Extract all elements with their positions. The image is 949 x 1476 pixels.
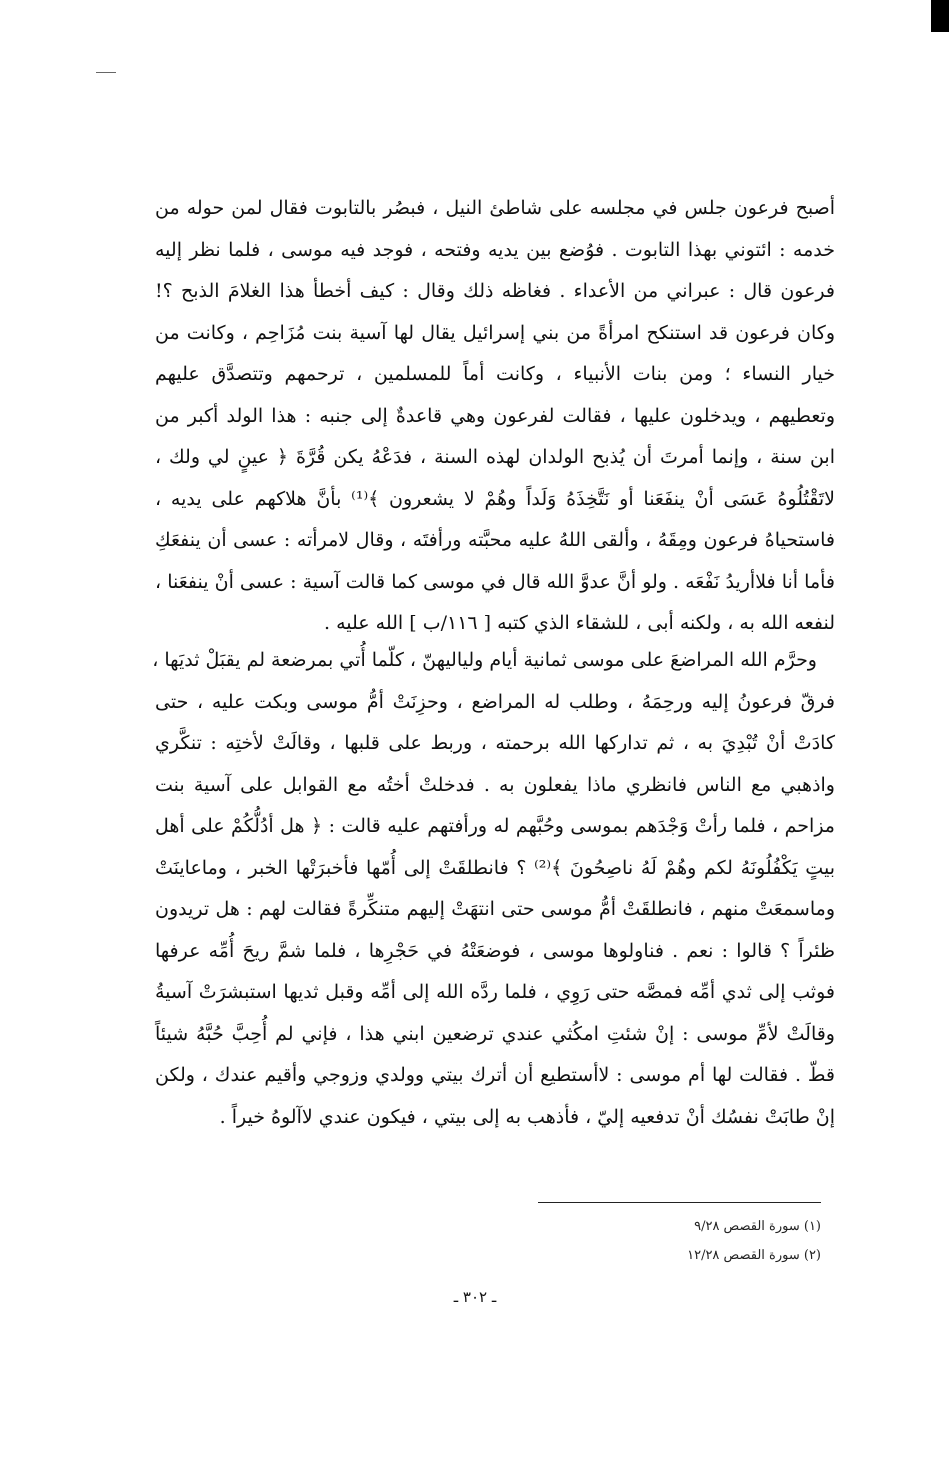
text-line: قطّ . فقالت لها أم موسى : لاأستطيع أن أترك بيتي وولدي وزوجي وأقيم عندك ، ولكن [155,1064,835,1086]
footnote-divider [538,1202,821,1203]
text-line: وتعطيهم ، ويدخلون عليها ، فقالت لفرعون وهي قاعدةٌ إلى جنبه : هذا الولد أكبر من [155,404,835,427]
text-line: فرقّ فرعونُ إليه ورحِمَهُ ، وطلب له المراضع ، وحزِنَتْ أمُّ موسى وبكت عليه ، حتى [155,690,835,713]
footnote-1: (١) سورة القصص ٩/٢٨ [694,1219,821,1234]
text-line: وحرَّم الله المراضعَ على موسى ثمانية أيام ولياليهنّ ، كلّما أُتي بمرضعة لم يقبَلْ ثديَها ، [152,649,817,671]
text-line: وقالَتْ لأمِّ موسى : إنْ شئتِ امكُثي عندي ترضعين ابني هذا ، فإني لم أُحِبَّ حُبَّهُ شيئاً [155,1022,835,1045]
text-line: وكان فرعون قد استنكح امرأةً من بني إسرائيل يقال لها آسية بنت مُزَاحِم ، وكانت من [155,321,835,344]
footnote-2: (٢) سورة القصص ١٢/٢٨ [687,1248,821,1263]
text-line: واذهبي مع الناس فانظري ماذا يفعلون به . فدخلتْ أختُه مع القوابل على آسية بنت [155,773,835,796]
text-line: إنْ طابَتْ نفسُك أنْ تدفعيه إليّ ، فأذهب به إلى بيتي ، فيكون عندي لاآلوهُ خيراً . [219,1105,835,1128]
scan-tick-mark [96,72,116,73]
text-line: لنفعه الله به ، ولكنه أبى ، للشقاء الذي كتبه [ ١١٦/ب ] الله عليه . [324,612,835,634]
paragraph-2 [152,640,835,1138]
text-line: مزاحم ، فلما رأتْ وَجْدَهم بموسى وحُبَّهم له ورأفتهم عليه قالت : ﴿ هل أدُلُّكُمْ على أهل [155,815,835,837]
paragraph-1 [155,188,835,645]
text-line: ظئراً ؟ قالوا : نعم . فناولوها موسى ، فوضعَتْهُ في حَجْرِها ، فلما شمَّ ريحَ أُمِّه عرفها [155,939,835,962]
text-line: بيتٍ يَكْفُلُونَهُ لكم وهُمْ لَهُ ناصِحُونَ ﴾⁽²⁾ ؟ فانطلقَتْ إلى أُمّها فأخبرَتْها الخبر ، وماعاينَتْ [155,856,835,879]
text-line: أصبح فرعون جلس في مجلسه على شاطئ النيل ، فبصُر بالتابوت فقال لمن حوله من [155,197,835,219]
text-line: فاستحياهُ فرعون ومِقَهُ ، وألقى اللهُ عليه محبَّته ورأفتَه ، وقال لامرأته : عسى أن ينفعَكِ [155,529,836,551]
text-line: خيار النساء ؛ ومن بنات الأنبياء ، وكانت أماً للمسلمين ، ترحمهم وتتصدَّق عليهم [155,363,835,385]
text-line: ابن سنة ، وإنما أمرتَ أن يُذبح الولدان لهذه السنة ، فدَعْهُ يكن قُرَّةَ ﴿ عينٍ لي ولك ، [155,446,835,468]
text-line: كادَتْ أنْ تُبْدِيَ به ، ثم تداركها الله برحمته ، وربط على قلبها ، وقالَتْ لأختِه : تنكَّري [155,732,835,754]
text-line: فأما أنا فلاأريدُ نَفْعَه . ولو أنَّ عدوَّ الله قال في موسى كما قالت آسية : عسى أنْ ينفعَنا ، [155,570,835,593]
text-line: خدمه : ائتوني بهذا التابوت . فوُضع بين يديه وفتحه ، فوجد فيه موسى ، فلما نظر إليه [155,238,835,261]
text-line: فرعون قال : عبراني من الأعداء . فغاظه ذلك وقال : كيف أخطأ هذا الغلامَ الذبح ؟! [155,280,835,302]
page-number: ـ ٣٠٢ ـ [453,1288,497,1306]
text-line: وماسمعَتْ منهم ، فانطلقَتْ أمُّ موسى حتى انتهَتْ إليهم متنكِّرةً فقالت لهم : هل تريدون [155,898,835,920]
text-line: فوثب إلى ثدي أمِّه فمصَّه حتى رَوِي ، فلما ردَّه الله إلى أمِّه وقبل ثديها استبشرَتْ آسيةُ [155,981,835,1003]
text-line: لاتَقْتُلُوهُ عَسَى أنْ ينفَعَنا أو نَتَّخِذَهُ وَلَداً وهُمْ لا يشعرون ﴾⁽¹⁾ بأنَّ هلاكهم على يديه ، [155,487,836,510]
scan-edge-mark [931,0,949,32]
